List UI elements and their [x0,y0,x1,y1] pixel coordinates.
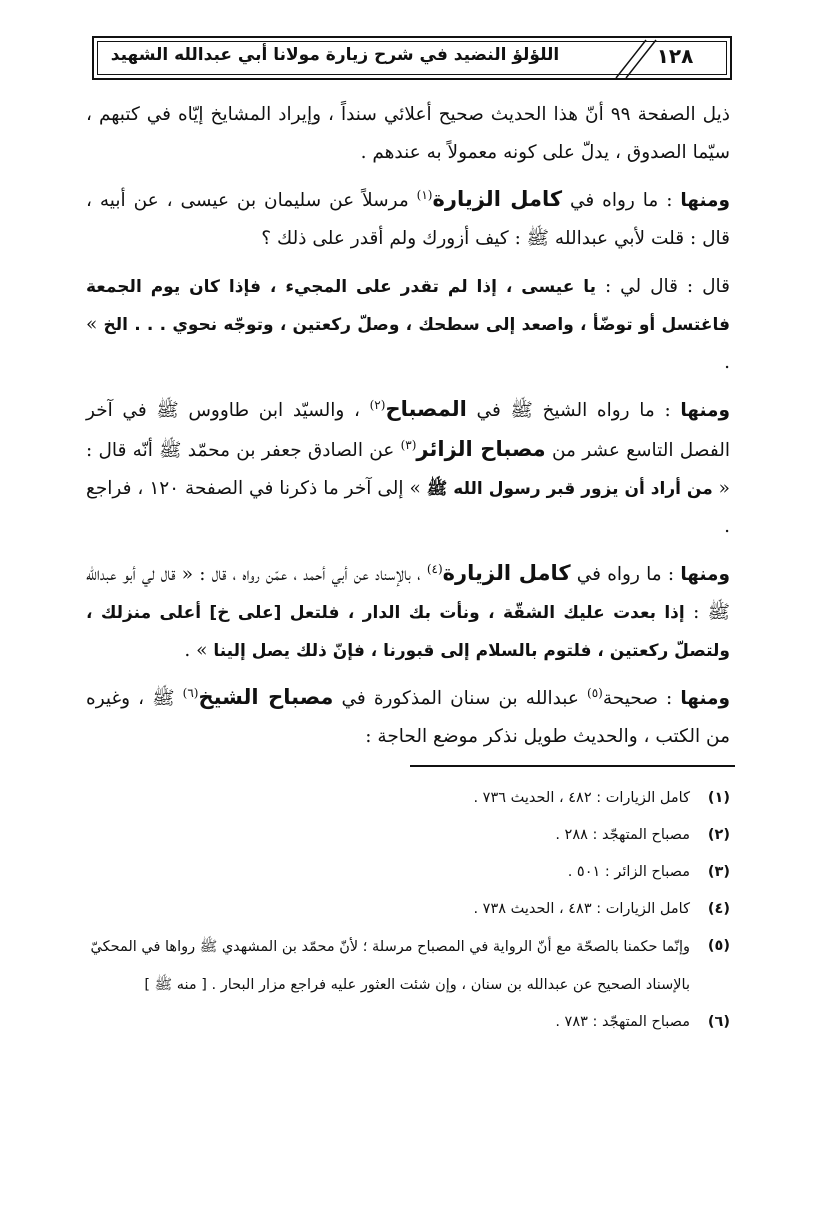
footnote-ref[interactable]: (١) [416,187,433,202]
text-run: ﷺ ، وغيره من الكتب ، والحديث طويل نذكر موضع الحاجة : [86,688,730,747]
footnotes [86,780,730,1041]
footnote-item [86,854,730,891]
footnote-item [86,1004,730,1041]
text-run: » . [184,640,214,661]
text-run: » . [86,314,730,373]
book-title: مصباح الزائر [416,437,546,461]
lead-word: ومنها [680,688,730,709]
paragraph-3 [86,268,730,382]
book-title: كامل الزيارة [432,187,563,211]
book-title: مصباح الشيخ [198,685,334,709]
text-run: : ما رواه في [562,190,681,211]
footnote-number: (٤) [707,901,730,917]
main-text [86,96,730,764]
running-header [92,36,732,80]
text-run: عبدالله بن سنان المذكورة في [333,688,587,709]
text-run: ، والسيّد ابن طاووس ﷺ في آخر الفصل التاسع عشر من [86,400,730,461]
footnote-text: كامل الزيارات : ٤٨٣ ، الحديث ٧٣٨ . [473,901,690,917]
book-title: كامل الزيارة [442,561,571,585]
paragraph-4 [86,390,730,546]
footnote-number: (٣) [707,864,730,880]
paragraph-1-text: ذيل الصفحة ٩٩ أنّ هذا الحديث صحيح أعلائي سنداً ، وإيراد المشايخ إيّاه في كتبهم ، سيّما الصدوق ، يدلّ على كونه معمولاً به عندهم . [86,104,730,163]
footnote-text: مصباح المتهجّد : ٧٨٣ . [555,1014,690,1030]
text-run: مرسلاً عن سليمان بن عيسى ، عن أبيه ، قال : قلت لأبي عبدالله ﷺ : كيف أزورك ولم أقدر على ذلك ؟ [86,190,730,249]
footnote-ref[interactable]: (٣) [400,437,417,452]
hadith-quote: من أراد أن يزور قبر رسول الله ﷺ [426,479,713,499]
text-run: : ما رواه الشيخ ﷺ في [466,400,681,421]
footnote-number: (١) [707,790,730,806]
book-title: المصباح [385,397,467,421]
footnote-text: وإنّما حكمنا بالصحّة مع أنّ الرواية في المصباح مرسلة ؛ لأنّ محمّد بن المشهدي ﷺ رواها في المحكيّ بالإسناد الصحيح عن عبدالله بن سنان ، وإن شئت العثور عليه فراجع مزار البحار . [ منه ﷺ ] [90,939,690,993]
text-run: قال : قال لي : [596,276,730,297]
text-run: ، بالإسناد عن أبي أحمد ، عمّن رواه ، قال : « قال لي أبو عبدالله ﷺ : [86,564,731,623]
text-run: عن الصادق جعفر بن محمّد ﷺ أنّه قال : « [86,440,730,499]
header-title: اللؤلؤ النضيد في شرح زيارة مولانا أبي عبدالله الشهيد [110,45,560,65]
footnote-text: مصباح الزائر : ٥٠١ . [567,864,690,880]
footnote-ref[interactable]: (٢) [369,397,386,412]
footnote-ref[interactable]: (٤) [426,561,443,576]
paragraph-2 [86,180,730,258]
footnote-item [86,780,730,817]
text-run: : صحيحة [602,688,681,709]
paragraph-6 [86,678,730,756]
footnote-number: (٦) [707,1014,730,1030]
lead-word: ومنها [680,564,730,585]
text-run: : ما رواه في [570,564,681,585]
page-number: ١٢٨ [656,44,694,68]
footnote-text: كامل الزيارات : ٤٨٢ ، الحديث ٧٣٦ . [473,790,690,806]
paragraph-1 [86,96,730,172]
paragraph-5 [86,554,730,670]
footnote-number: (٢) [707,827,730,843]
footnote-item [86,928,730,1004]
hadith-quote: إذا بعدت عليك الشقّة ، ونأت بك الدار ، فلتعل [على خ] أعلى منزلك ، ولتصلّ ركعتين ، فلتوم بالسلام إلى قبورنا ، فإنّ ذلك يصل إلينا [86,603,730,661]
text-run: » إلى آخر ما ذكرنا في الصفحة ١٢٠ ، فراجع . [86,478,730,537]
footnote-item [86,891,730,928]
footnote-number: (٥) [707,938,730,954]
hadith-quote: يا عيسى ، إذا لم تقدر على المجيء ، فإذا كان يوم الجمعة فاغتسل أو توضّأ ، واصعد إلى سطحك ، وصلّ ركعتين ، وتوجّه نحوي . . . الخ [86,277,731,335]
footnote-separator [410,765,735,767]
footnote-text: مصباح المتهجّد : ٢٨٨ . [555,827,690,843]
lead-word: ومنها [680,190,730,211]
footnote-ref[interactable]: (٥) [587,685,603,700]
footnote-item [86,817,730,854]
lead-word: ومنها [680,400,730,421]
footnote-ref[interactable]: (٦) [182,685,199,700]
